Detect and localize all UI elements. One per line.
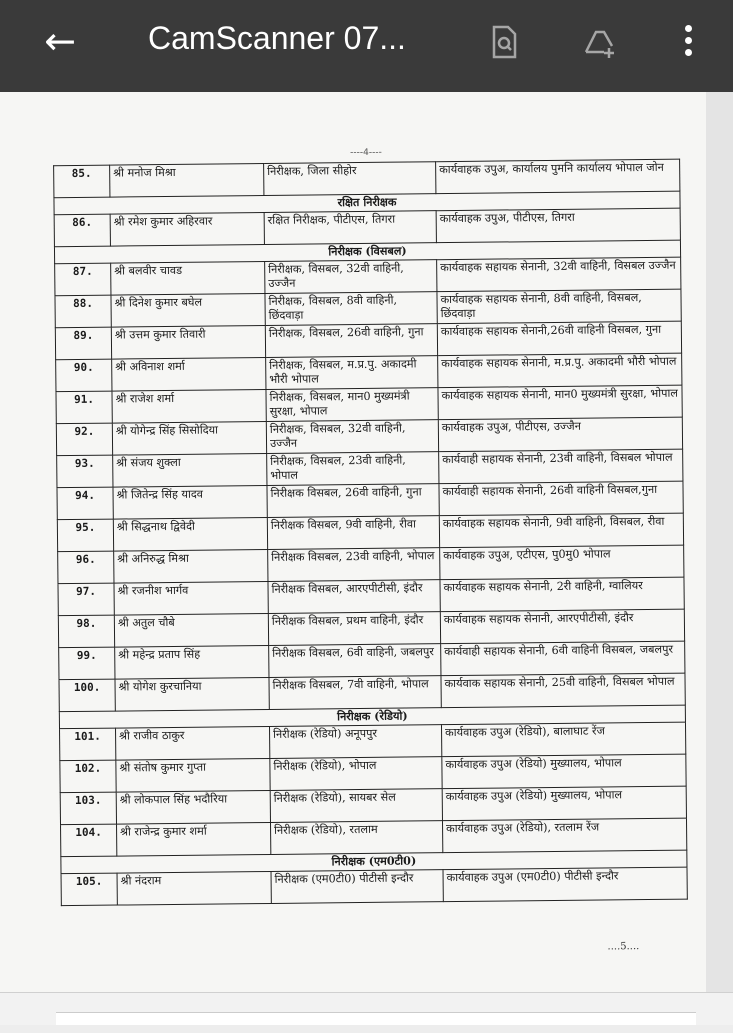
name-cell: श्री योगेन्द्र सिंह सिसोदिया [112, 421, 266, 455]
serial-cell: 104. [61, 824, 117, 857]
current-post-cell: निरीक्षक, विसबल, 32वी वाहिनी, उज्जैन [266, 420, 438, 454]
current-post-cell: निरीक्षक विसबल, 6वी वाहिनी, जबलपुर [269, 644, 441, 678]
serial-cell: 89. [55, 327, 111, 360]
serial-cell: 95. [57, 519, 113, 552]
page-number-top: ----4---- [350, 147, 382, 159]
current-post-cell: निरीक्षक विसबल, 7वी वाहिनी, भोपाल [269, 676, 441, 710]
serial-cell: 85. [54, 165, 110, 198]
doc-search-icon[interactable] [486, 24, 522, 60]
new-post-cell: कार्यवाहक उपुअ, पीटीएस, तिगरा [436, 208, 680, 243]
name-cell: श्री राजेन्द्र कुमार शर्मा [117, 822, 271, 856]
new-post-cell: कार्यवाहक सहायक सेनानी, 32वी वाहिनी, विसबल उज्जैन [437, 257, 681, 292]
new-post-cell: कार्यवाहक उपुअ (रेडियो), रतलाम रेंज [442, 818, 686, 853]
serial-cell: 93. [57, 455, 113, 488]
name-cell: श्री दिनेश कुमार बघेल [111, 293, 265, 327]
serial-cell: 103. [60, 792, 116, 825]
serial-cell: 87. [55, 263, 111, 296]
name-cell: श्री नंदराम [117, 871, 271, 905]
section-title: निरीक्षक (विसबल) [54, 240, 680, 264]
name-cell: श्री रजनीश भार्गव [114, 581, 268, 615]
current-post-cell: निरीक्षक (एम0टी0) पीटीसी इन्दौर [271, 870, 443, 904]
name-cell: श्री अनिरुद्ध मिश्रा [114, 549, 268, 583]
name-cell: श्री राजेश शर्मा [112, 389, 266, 423]
new-post-cell: कार्यवाही सहायक सेनानी, 23वी वाहिनी, विसबल भोपाल [439, 449, 683, 484]
serial-cell: 94. [57, 487, 113, 520]
section-title: रक्षित निरीक्षक [54, 191, 680, 215]
current-post-cell: निरीक्षक, विसबल, 8वी वाहिनी, छिंदवाड़ा [265, 292, 437, 326]
serial-cell: 96. [58, 551, 114, 584]
new-post-cell: कार्यवाही सहायक सेनानी, 26वी वाहिनी विसबल,गुना [439, 481, 683, 516]
current-post-cell: निरीक्षक, विसबल, मान0 मुख्यमंत्री सुरक्षा, भोपाल [266, 388, 438, 422]
new-post-cell: कार्यवाहक सहायक सेनानी, आरएपीटीसी, इंदौर [440, 609, 684, 644]
new-post-cell: कार्यवाहक सहायक सेनानी, 9वी वाहिनी, विसबल, रीवा [439, 513, 683, 548]
new-post-cell: कार्यवाही सहायक सेनानी, 6वी वाहिनी विसबल, जबलपुर [441, 641, 685, 676]
name-cell: श्री अविनाश शर्मा [112, 357, 266, 391]
serial-cell: 101. [60, 728, 116, 761]
section-title: निरीक्षक (रेडियो) [59, 705, 685, 729]
new-post-cell: कार्यवाहक सहायक सेनानी, म.प्र.पु. अकादमी भौरी भोपाल [438, 353, 682, 388]
serial-cell: 86. [54, 214, 110, 247]
current-post-cell: निरीक्षक (रेडियो), भोपाल [270, 757, 442, 791]
new-post-cell: कार्यवाहक उपुअ, एटीएस, पु0मु0 भोपाल [440, 545, 684, 580]
name-cell: श्री मनोज मिश्रा [110, 163, 264, 197]
serial-cell: 99. [59, 647, 115, 680]
name-cell: श्री रमेश कुमार अहिरवार [110, 212, 264, 246]
serial-cell: 91. [56, 391, 112, 424]
new-post-cell: कार्यवाहक उपुअ (रेडियो), बालाघाट रेंज [441, 722, 685, 757]
new-post-cell: कार्यवाहक उपुअ (रेडियो) मुख्यालय, भोपाल [442, 786, 686, 821]
new-post-cell: कार्यवाहक उपुअ (एम0टी0) पीटीसी इन्दौर [443, 867, 687, 902]
current-post-cell: निरीक्षक विसबल, 9वी वाहिनी, रीवा [267, 516, 439, 550]
name-cell: श्री योगेश कुरचानिया [115, 677, 269, 711]
serial-cell: 100. [59, 679, 115, 712]
current-post-cell: निरीक्षक, जिला सीहोर [264, 162, 436, 196]
current-post-cell: निरीक्षक, विसबल, म.प्र.पु. अकादमी भौरी भोपाल [266, 356, 438, 390]
name-cell: श्री लोकपाल सिंह भदौरिया [116, 790, 270, 824]
serial-cell: 105. [61, 873, 117, 906]
new-post-cell: कार्यवाक सहायक सेनानी, 25वी वाहिनी, विसबल भोपाल [441, 673, 685, 708]
new-post-cell: कार्यवाहक सहायक सेनानी, मान0 मुख्यमंत्री सुरक्षा, भोपाल [438, 385, 682, 420]
more-vert-icon[interactable] [676, 22, 700, 62]
new-post-cell: कार्यवाहक उपुअ, कार्यालय पुमनि कार्यालय भोपाल जोन [436, 159, 680, 194]
name-cell: श्री संजय शुक्ला [113, 453, 267, 487]
current-post-cell: निरीक्षक, विसबल, 23वी वाहिनी, भोपाल [267, 452, 439, 486]
new-post-cell: कार्यवाहक सहायक सेनानी,26वी वाहिनी विसबल, गुना [437, 321, 681, 356]
document-sheet [38, 55, 688, 1022]
document-title: CamScanner 07... [148, 20, 406, 56]
current-post-cell: निरीक्षक विसबल, 23वी वाहिनी, भोपाल [268, 548, 440, 582]
current-post-cell: निरीक्षक विसबल, 26वी वाहिनी, गुना [267, 484, 439, 518]
serial-cell: 88. [55, 295, 111, 328]
name-cell: श्री बलवीर चावड [111, 261, 265, 295]
section-title: निरीक्षक (एम0टी0) [61, 850, 687, 874]
serial-cell: 92. [56, 423, 112, 456]
transfer-list [53, 147, 687, 966]
current-post-cell: निरीक्षक (रेडियो), रतलाम [271, 821, 443, 855]
name-cell: श्री जितेन्द्र सिंह यादव [113, 485, 267, 519]
current-post-cell: निरीक्षक, विसबल, 32वी वाहिनी, उज्जैन [265, 260, 437, 294]
serial-cell: 90. [56, 359, 112, 392]
page-footer: ....5.... [607, 941, 640, 953]
current-post-cell: निरीक्षक (रेडियो), सायबर सेल [270, 789, 442, 823]
current-post-cell: निरीक्षक, विसबल, 26वी वाहिनी, गुना [265, 324, 437, 358]
arrow-left-icon[interactable]: ← [44, 19, 76, 63]
current-post-cell: रक्षित निरीक्षक, पीटीएस, तिगरा [264, 211, 436, 245]
current-post-cell: निरीक्षक विसबल, प्रथम वाहिनी, इंदौर [268, 612, 440, 646]
name-cell: श्री अतुल चौबे [114, 613, 268, 647]
new-post-cell: कार्यवाहक सहायक सेनानी, 8वी वाहिनी, विसबल, छिंदवाड़ा [437, 289, 681, 324]
name-cell: श्री राजीव ठाकुर [116, 726, 270, 760]
scroll-gutter [706, 92, 733, 992]
scanned-page [0, 92, 706, 992]
next-page-preview[interactable] [56, 1012, 696, 1025]
transfer-table [53, 159, 688, 907]
name-cell: श्री उत्तम कुमार तिवारी [111, 325, 265, 359]
name-cell: श्री सिद्धनाथ द्विवेदी [113, 517, 267, 551]
name-cell: श्री महेन्द्र प्रताप सिंह [115, 645, 269, 679]
serial-cell: 97. [58, 583, 114, 616]
serial-cell: 102. [60, 760, 116, 793]
table-row [61, 867, 687, 906]
name-cell: श्री संतोष कुमार गुप्ता [116, 758, 270, 792]
current-post-cell: निरीक्षक विसबल, आरएपीटीसी, इंदौर [268, 580, 440, 614]
new-post-cell: कार्यवाहक उपुअ (रेडियो) मुख्यालय, भोपाल [442, 754, 686, 789]
current-post-cell: निरीक्षक (रेडियो) अनूपपुर [269, 725, 441, 759]
serial-cell: 98. [58, 615, 114, 648]
new-post-cell: कार्यवाहक सहायक सेनानी, 2री वाहिनी, ग्वालियर [440, 577, 684, 612]
new-post-cell: कार्यवाहक उपुअ, पीटीएस, उज्जैन [438, 417, 682, 452]
